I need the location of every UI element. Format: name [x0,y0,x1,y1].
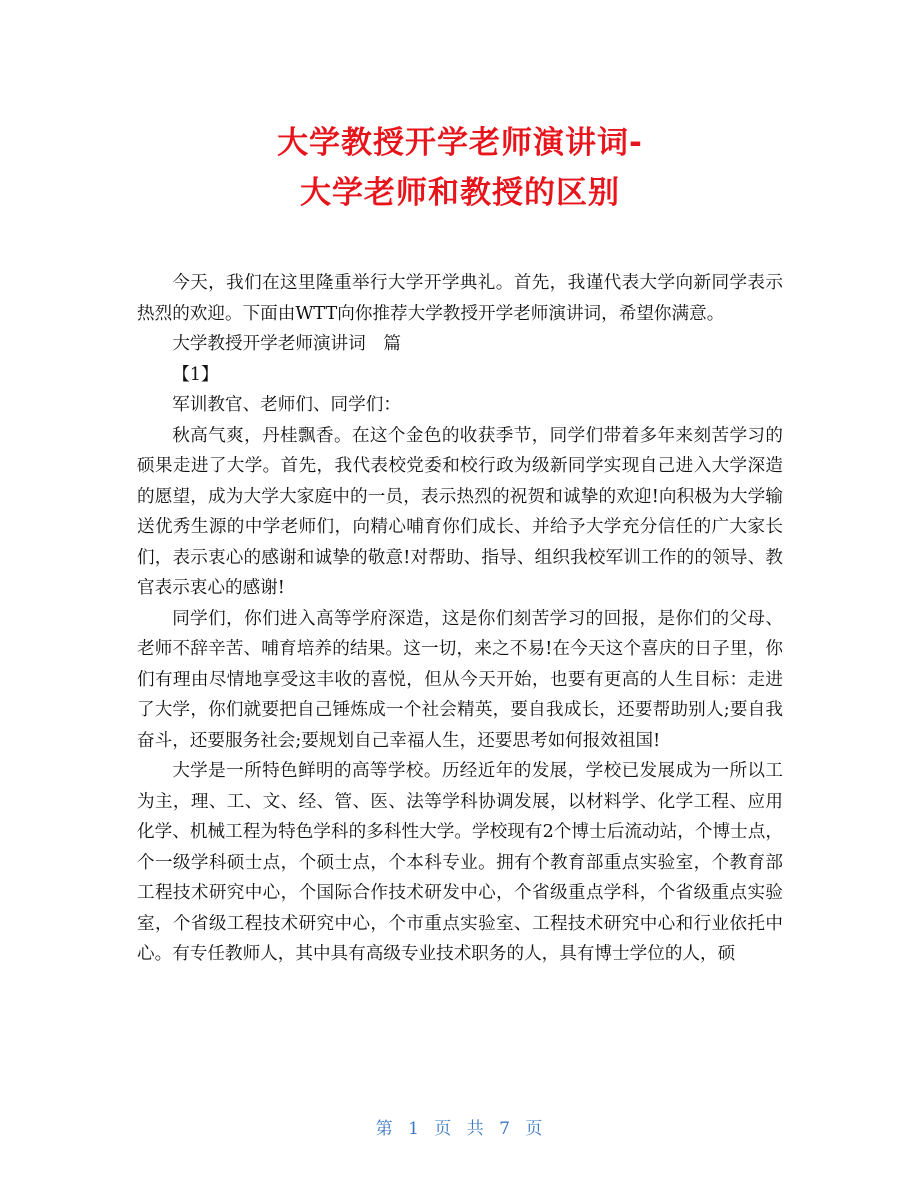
paragraph-body-3: 大学是一所特色鲜明的高等学校。历经近年的发展，学校已发展成为一所以工为主，理、工、文、经、管、医、法等学科协调发展，以材料学、化学工程、应用化学、机械工程为特色学科的多科性大学。学校现有2个博士后流动站，个博士点，个一级学科硕士点，个硕士点，个本科专业。拥有个教育部重点实验室，个教育部工程技术研究中心，个国际合作技术研发中心，个省级重点学科，个省级重点实验室，个省级工程技术研究中心，个市重点实验室、工程技术研究中心和行业依托中心。有专任教师人，其中具有高级专业技术职务的人，具有博士学位的人，硕 [137,761,783,964]
title-line-2: 大学老师和教授的区别 [300,175,620,211]
paragraph-salutation: 军训教官、老师们、同学们： [172,395,401,415]
paragraph-section-number: 【1】 [172,364,219,385]
document-title [0,118,920,218]
paragraph-body-2: 同学们，你们进入高等学府深造，这是你们刻苦学习的回报，是你们的父母、老师不辞辛苦、哺育培养的结果。这一切，来之不易!在今天这个喜庆的日子里，你们有理由尽情地享受这丰收的喜悦，但从今天开始，也要有更高的人生目标：走进了大学，你们就要把自己锤炼成一个社会精英，要自我成长，还要帮助别人;要自我奋斗，还要服务社会;要规划自己幸福人生，还要思考如何报效祖国! [137,608,783,751]
document-body [137,268,783,970]
paragraph-heading: 大学教授开学老师演讲词 篇 [172,334,401,354]
page-number-footer: 第 1 页 共 7 页 [375,1119,545,1139]
paragraph-body-1: 秋高气爽，丹桂飘香。在这个金色的收获季节，同学们带着多年来刻苦学习的硕果走进了大学。首先，我代表校党委和校行政为级新同学实现自己进入大学深造的愿望，成为大学大家庭中的一员，表示热烈的祝贺和诚挚的欢迎!向积极为大学输送优秀生源的中学老师们，向精心哺育你们成长、并给予大学充分信任的广大家长们，表示衷心的感谢和诚挚的敬意!对帮助、指导、组织我校军训工作的的领导、教官表示衷心的感谢! [137,425,783,598]
paragraph-intro: 今天，我们在这里隆重举行大学开学典礼。首先，我谨代表大学向新同学表示热烈的欢迎。下面由WTT向你推荐大学教授开学老师演讲词，希望你满意。 [137,273,783,324]
title-line-1: 大学教授开学老师演讲词- [277,125,643,161]
